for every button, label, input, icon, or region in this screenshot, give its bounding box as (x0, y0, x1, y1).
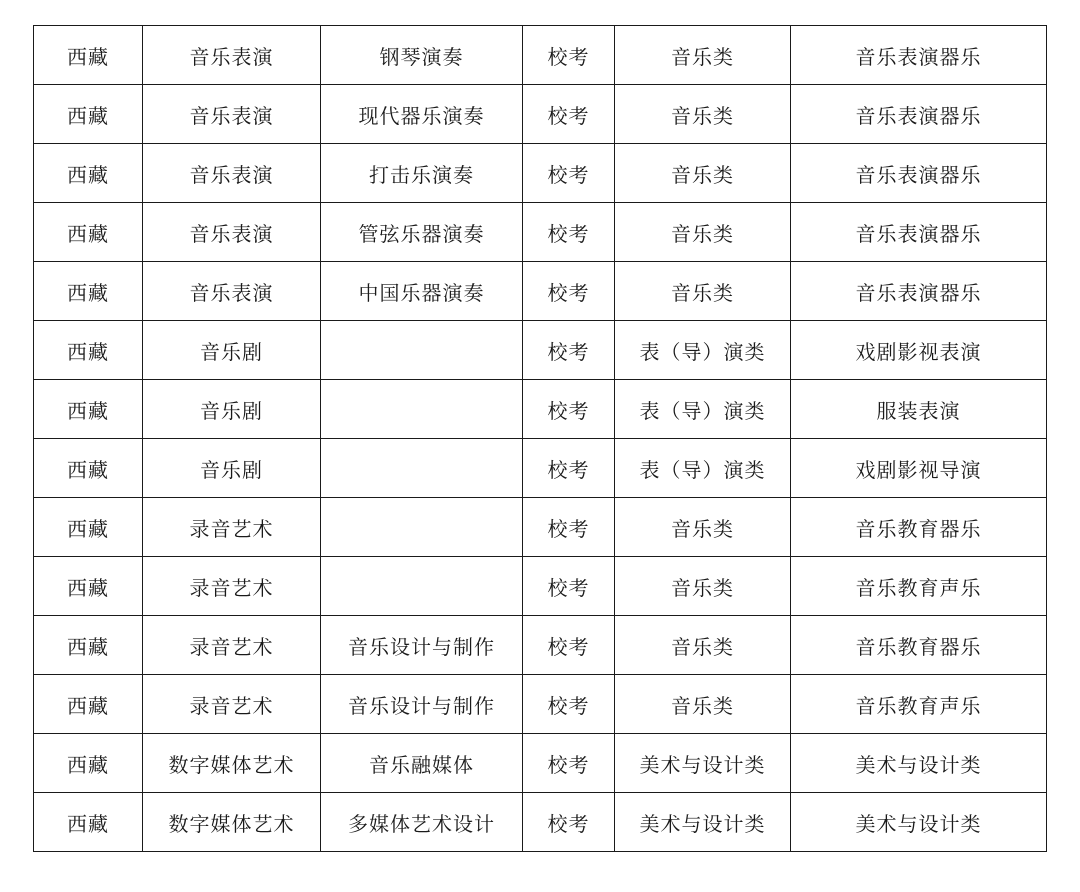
exam-type-cell: 校考 (523, 262, 615, 321)
exam-category-cell: 表（导）演类 (615, 321, 791, 380)
major-cell: 音乐表演 (143, 26, 321, 85)
table-row (34, 675, 1047, 734)
major-cell: 录音艺术 (143, 498, 321, 557)
region-cell: 西藏 (34, 321, 143, 380)
direction-cell (321, 380, 523, 439)
exam-type-cell: 校考 (523, 557, 615, 616)
exam-category-cell: 音乐类 (615, 85, 791, 144)
region-cell: 西藏 (34, 557, 143, 616)
table-row (34, 26, 1047, 85)
accepted-subject-cell: 美术与设计类 (791, 793, 1047, 852)
table-row (34, 380, 1047, 439)
accepted-subject-cell: 服装表演 (791, 380, 1047, 439)
direction-cell: 现代器乐演奏 (321, 85, 523, 144)
direction-cell: 音乐融媒体 (321, 734, 523, 793)
exam-category-cell: 音乐类 (615, 557, 791, 616)
table-row (34, 321, 1047, 380)
table-row (34, 616, 1047, 675)
exam-type-cell: 校考 (523, 26, 615, 85)
exam-category-cell: 表（导）演类 (615, 439, 791, 498)
accepted-subject-cell: 音乐教育器乐 (791, 498, 1047, 557)
exam-category-cell: 音乐类 (615, 144, 791, 203)
region-cell: 西藏 (34, 734, 143, 793)
table-row (34, 734, 1047, 793)
accepted-subject-cell: 音乐教育声乐 (791, 557, 1047, 616)
major-cell: 音乐表演 (143, 203, 321, 262)
direction-cell: 打击乐演奏 (321, 144, 523, 203)
direction-cell (321, 439, 523, 498)
exam-type-cell: 校考 (523, 616, 615, 675)
accepted-subject-cell: 音乐表演器乐 (791, 85, 1047, 144)
major-cell: 录音艺术 (143, 557, 321, 616)
region-cell: 西藏 (34, 616, 143, 675)
region-cell: 西藏 (34, 262, 143, 321)
exam-type-cell: 校考 (523, 734, 615, 793)
exam-category-cell: 音乐类 (615, 262, 791, 321)
direction-cell: 多媒体艺术设计 (321, 793, 523, 852)
major-cell: 数字媒体艺术 (143, 734, 321, 793)
table-row (34, 144, 1047, 203)
table-row (34, 203, 1047, 262)
exam-type-cell: 校考 (523, 498, 615, 557)
table-row (34, 557, 1047, 616)
direction-cell (321, 321, 523, 380)
accepted-subject-cell: 戏剧影视导演 (791, 439, 1047, 498)
direction-cell: 音乐设计与制作 (321, 675, 523, 734)
exam-type-cell: 校考 (523, 439, 615, 498)
direction-cell: 中国乐器演奏 (321, 262, 523, 321)
table-body (34, 26, 1047, 852)
major-cell: 音乐剧 (143, 321, 321, 380)
region-cell: 西藏 (34, 26, 143, 85)
table-row (34, 262, 1047, 321)
major-cell: 音乐表演 (143, 262, 321, 321)
major-cell: 数字媒体艺术 (143, 793, 321, 852)
direction-cell (321, 557, 523, 616)
exam-type-cell: 校考 (523, 380, 615, 439)
accepted-subject-cell: 音乐表演器乐 (791, 144, 1047, 203)
region-cell: 西藏 (34, 793, 143, 852)
region-cell: 西藏 (34, 675, 143, 734)
exam-type-cell: 校考 (523, 144, 615, 203)
exam-category-cell: 音乐类 (615, 26, 791, 85)
accepted-subject-cell: 音乐教育声乐 (791, 675, 1047, 734)
accepted-subject-cell: 音乐表演器乐 (791, 26, 1047, 85)
exam-type-cell: 校考 (523, 675, 615, 734)
exam-category-cell: 音乐类 (615, 498, 791, 557)
exam-category-cell: 美术与设计类 (615, 734, 791, 793)
table-row (34, 439, 1047, 498)
exam-category-cell: 音乐类 (615, 616, 791, 675)
region-cell: 西藏 (34, 144, 143, 203)
direction-cell: 钢琴演奏 (321, 26, 523, 85)
direction-cell: 管弦乐器演奏 (321, 203, 523, 262)
region-cell: 西藏 (34, 203, 143, 262)
region-cell: 西藏 (34, 439, 143, 498)
major-cell: 音乐表演 (143, 85, 321, 144)
admissions-table-container (33, 25, 1047, 852)
exam-type-cell: 校考 (523, 793, 615, 852)
region-cell: 西藏 (34, 380, 143, 439)
major-cell: 录音艺术 (143, 675, 321, 734)
region-cell: 西藏 (34, 498, 143, 557)
major-cell: 音乐表演 (143, 144, 321, 203)
accepted-subject-cell: 音乐表演器乐 (791, 203, 1047, 262)
accepted-subject-cell: 音乐表演器乐 (791, 262, 1047, 321)
direction-cell (321, 498, 523, 557)
table-row (34, 498, 1047, 557)
accepted-subject-cell: 音乐教育器乐 (791, 616, 1047, 675)
exam-type-cell: 校考 (523, 203, 615, 262)
accepted-subject-cell: 戏剧影视表演 (791, 321, 1047, 380)
direction-cell: 音乐设计与制作 (321, 616, 523, 675)
region-cell: 西藏 (34, 85, 143, 144)
exam-category-cell: 美术与设计类 (615, 793, 791, 852)
exam-category-cell: 音乐类 (615, 203, 791, 262)
major-cell: 录音艺术 (143, 616, 321, 675)
admissions-table (33, 25, 1047, 852)
table-row (34, 793, 1047, 852)
major-cell: 音乐剧 (143, 380, 321, 439)
major-cell: 音乐剧 (143, 439, 321, 498)
exam-type-cell: 校考 (523, 85, 615, 144)
exam-type-cell: 校考 (523, 321, 615, 380)
exam-category-cell: 音乐类 (615, 675, 791, 734)
accepted-subject-cell: 美术与设计类 (791, 734, 1047, 793)
table-row (34, 85, 1047, 144)
exam-category-cell: 表（导）演类 (615, 380, 791, 439)
